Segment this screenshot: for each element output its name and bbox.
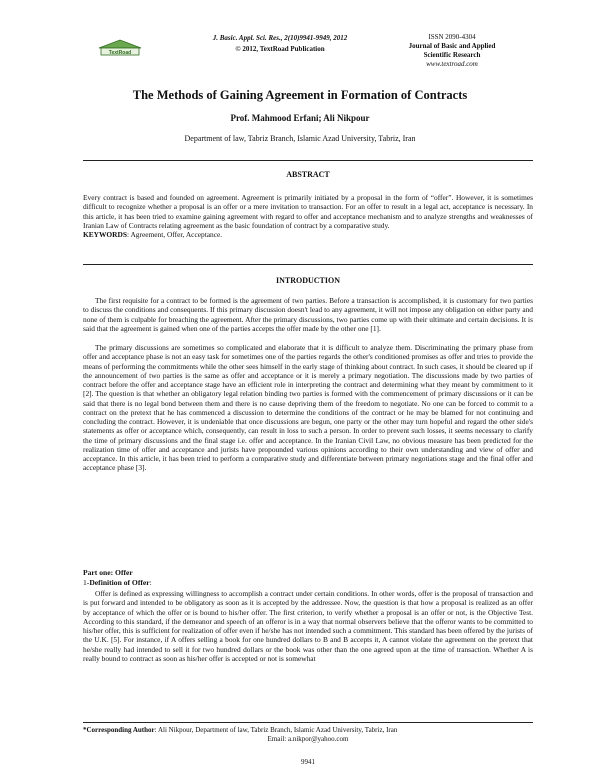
- journal-citation: J. Basic. Appl. Sci. Res., 2(10)9941-9949, 2012: [212, 34, 348, 42]
- author-affiliation: Department of law, Tabriz Branch, Islamic Azad University, Tabriz, Iran: [184, 134, 416, 143]
- definition-subheading: [83, 578, 152, 587]
- textroad-logo: [95, 36, 145, 58]
- abstract-text: [83, 193, 533, 239]
- subheading-number: 1-: [83, 578, 90, 587]
- subheading-colon: :: [149, 578, 152, 587]
- page-number: 9941: [301, 758, 315, 766]
- journal-info-block: [392, 33, 512, 69]
- keywords-list: : Agreement, Offer, Acceptance.: [126, 230, 223, 239]
- issn: ISSN 2090-4304: [428, 33, 476, 41]
- journal-name-line2: Scientific Research: [423, 51, 481, 59]
- paper-title: The Methods of Gaining Agreement in Formation of Contracts: [132, 88, 468, 102]
- footnote-label: *Corresponding Author: [83, 726, 155, 734]
- journal-website: www.textroad.com: [426, 60, 478, 68]
- part-one-heading: Part one: Offer: [83, 568, 133, 577]
- abstract-heading: ABSTRACT: [286, 170, 330, 179]
- intro-paragraph-2: The primary discussions are sometimes so complicated and elaborate that it is difficult to analyze them. Discriminating the primary phase from offer and acceptance phase is not an easy task for sometimes one of the parties regards the other's conditioned promises as offer and tries to provide the means of performing the commitments while the other sees himself in the early stage of thinking about contract. In such cases, it should be cleared up if the announcement of two parties is the same as offer and acceptance or it is merely a primary negotiation. The discussions made by two parties of contract before the offer and acceptance stage have an efficient role in interpreting the contract and determining what they meant by commitment to it [2]. The question is that whether an obligatory legal relation binding two parties is formed with the commencement of primary discussions or it can be said that there is no legal bond between them and there is no cause depriving them of the freedom to negotiate. No one can be forced to commit to a contract on the pretext that he has commenced a discussion to determine the conditions of the contract or he may be blamed for not continuing and concluding the contract. However, it is undeniable that once discussions are begun, one party or the other may turn hopeful and regard the other side's statements as offer or acceptance which, consequently, can result in loss to such a person. In order to prevent such losses, it seems necessary to clarify the time of primary discussions and the final stage i.e. offer and acceptance. In the Iranian Civil Law, no obvious measure has been predicted for the realization time of offer and acceptance and jurists have propounded various opinions according to their own understanding and view of offer and acceptance. In this article, it has been tried to perform a comparative study and differentiate between primary negotiations stage and the final offer and acceptance phase [3].: [83, 343, 533, 473]
- author-email: Email: a.nikpor@yahoo.com: [267, 735, 349, 743]
- introduction-heading: INTRODUCTION: [275, 276, 340, 285]
- abstract-top-divider: [83, 160, 533, 161]
- copyright-line: © 2012, TextRoad Publication: [235, 45, 325, 53]
- journal-citation-block: [190, 33, 370, 55]
- definition-paragraph: Offer is defined as expressing willingness to accomplish a contract under certain conditions. In other words, offer is the proposal of transaction and is put forward and intended to be obligatory as soon as it is accepted by the addressee. Now, the question is that how a proposal is realized as an offer by acceptance of which the offer or is bound to his/her offer. The first criterion, to verify whether a proposal is an offer or not, is the Objective Test. According to this standard, if the demeanor and speech of an offeror is in a way that normal observers believe that the offeror wants to be committed to his/her offer, this is sufficient for realization of offer even if he/she has not intended such a commitment. This standard has been offered by the jurists of the U.K. [5]. For instance, if A offers selling a book for one hundred dollars to B and B accepts it, A cannot violate the agreement on the pretext that he/she really had intended to sell it for two hundred dollars or the book was other than the one agreed upon at the time of transaction. Whether A is really bound to contract as soon as his/her offer is accepted or not is somewhat: [83, 589, 533, 663]
- logo-text: TextRoad: [108, 49, 132, 56]
- footnote-text: : Ali Nikpour, Department of law, Tabriz Branch, Islamic Azad University, Tabriz, Iran: [154, 726, 398, 734]
- subheading-title: Definition of Offer: [89, 578, 150, 587]
- abstract-bottom-divider: [83, 264, 533, 265]
- keywords-label: KEYWORDS: [83, 230, 127, 239]
- abstract-body: Every contract is based and founded on agreement. Agreement is primarily initiated by a proposal in the form of “offer”. However, it is sometimes difficult to recognize whether a proposal is an offer or a mere invitation to transaction. For an offer to result in a legal act, acceptance is necessary. In this article, it has been tried to examine gaining agreement with regard to offer and acceptance mechanism and to analyze strengths and weaknesses of Iranian Law of Contracts relating agreement as the basic foundation of contract by a comparative study.: [83, 193, 533, 230]
- intro-paragraph-1: The first requisite for a contract to be formed is the agreement of two parties. Before a transaction is accomplished, it is customary for two parties to discuss the conditions and consequents. If this primary discussion doesn't lead to any agreement, it will not impose any obligation on either party and none of them is culpable for breaching the agreement. After the primary discussions, two parties come up with their ultimate and certain decisions. It is said that the agreement is gained when one of the parties accepts the offer made by the other one [1].: [83, 296, 533, 333]
- corresponding-author-footnote: [83, 726, 533, 744]
- journal-name-line1: Journal of Basic and Applied: [408, 42, 496, 50]
- paper-authors: Prof. Mahmood Erfani; Ali Nikpour: [230, 113, 370, 123]
- footnote-divider: [83, 722, 533, 723]
